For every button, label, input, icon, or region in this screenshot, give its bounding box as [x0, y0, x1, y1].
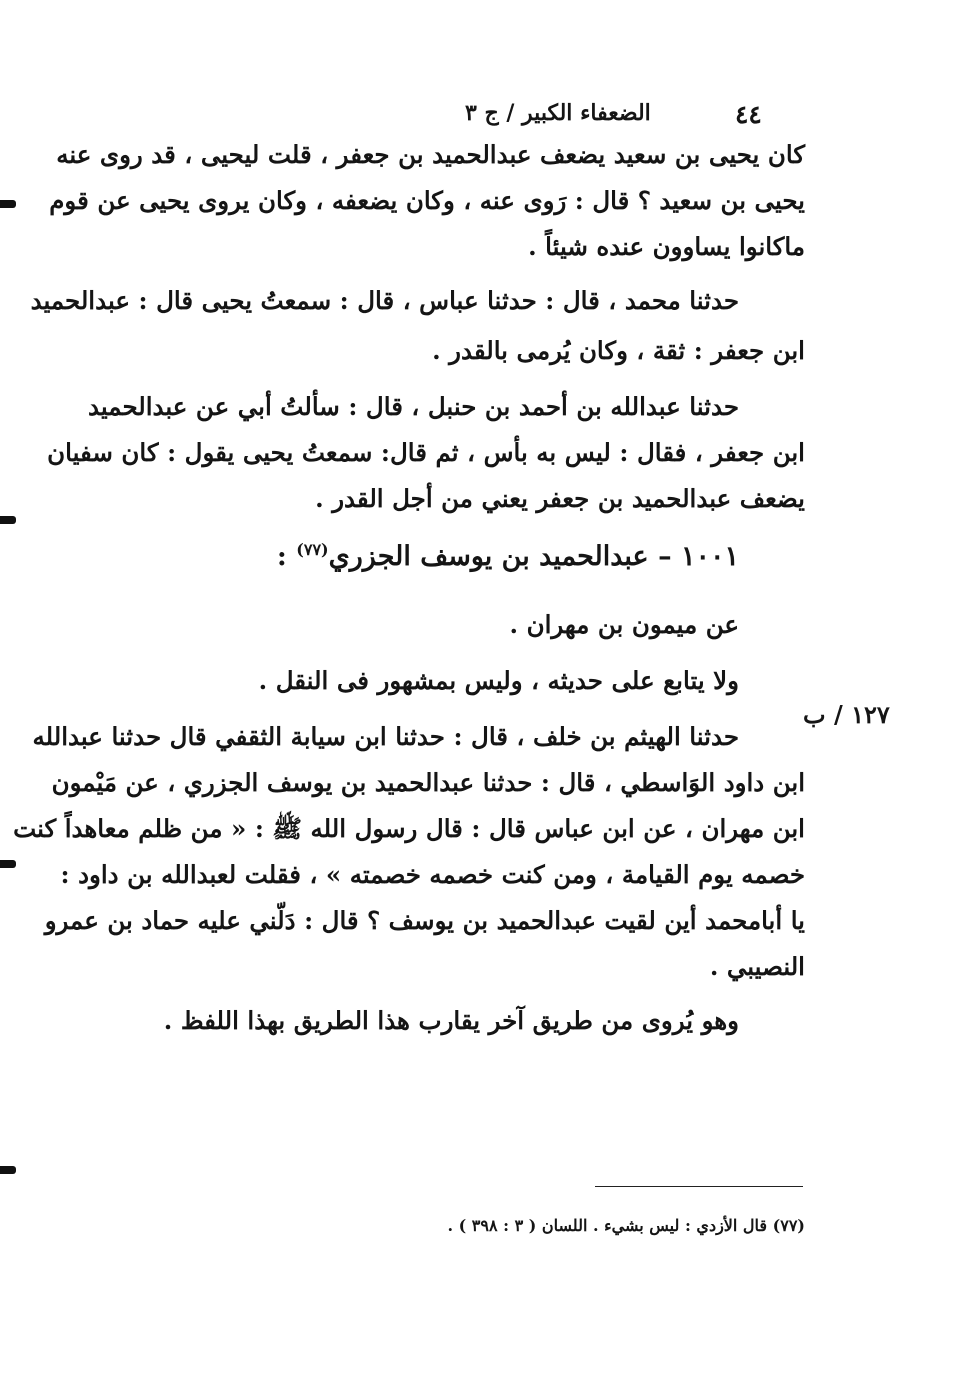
footnote-separator: [595, 1186, 803, 1187]
entry-dash: –: [658, 541, 672, 572]
text-line: ولا يتابع على حديثه ، وليس بمشهور فى النقل .: [258, 666, 739, 695]
footnote-number: (٧٧): [772, 1216, 805, 1235]
text-line: يحيى بن سعيد ؟ قال : رَوى عنه ، وكان يضعفه ، وكان يروى يحيى عن قوم: [49, 186, 805, 215]
text-line: ابن مهران ، عن ابن عباس قال : قال رسول الله ﷺ : « من ظلم معاهداً كنت: [13, 814, 805, 843]
binding-mark: [0, 516, 16, 524]
page-number: ٤٤: [735, 100, 762, 129]
text-line: حدثنا الهيثم بن خلف ، قال : حدثنا ابن سيابة الثقفي قال حدثنا عبدالله: [32, 722, 739, 751]
text-line: ماكانوا يساوون عنده شيئاً .: [528, 232, 805, 261]
text-line: ابن جعفر : ثقة ، وكان يُرمى بالقدر .: [432, 336, 805, 365]
manuscript-folio-note: ١٢٧ / ب: [803, 700, 890, 729]
binding-mark: [0, 200, 16, 208]
text-line: حدثنا محمد ، قال : حدثنا عباس ، قال : سمعتُ يحيى قال : عبدالحميد: [30, 286, 739, 315]
text-line: يا أبامحمد أين لقيت عبدالحميد بن يوسف ؟ قال : دَلّني عليه حماد بن عمرو: [44, 906, 805, 935]
binding-mark: [0, 860, 16, 868]
text-line: وهو يُروى من طريق آخر يقارب هذا الطريق بهذا اللفظ .: [163, 1006, 739, 1035]
text-line: ابن داود الوَاسطي ، قال : حدثنا عبدالحميد بن يوسف الجزري ، عن مَيْمون: [51, 768, 805, 797]
footnote-text: قال الأزدي : ليس بشيء . اللسان ( ٣ : ٣٩٨ ) .: [447, 1216, 768, 1235]
text-line: النصيبي .: [709, 952, 805, 981]
entry-heading: [277, 540, 739, 572]
text-line: كان يحيى بن سعيد يضعف عبدالحميد بن جعفر ، قلت ليحيى ، قد روى عنه: [56, 140, 805, 169]
entry-number: ١٠٠١: [680, 541, 739, 572]
text-line: حدثنا عبدالله بن أحمد بن حنبل ، قال : سألتُ أبي عن عبدالحميد: [88, 392, 739, 421]
footnote-reference: (٧٧): [296, 540, 329, 559]
text-line: خصمه يوم القيامة ، ومن كنت خصمه خصمته » ، فقلت لعبدالله بن داود :: [60, 860, 805, 889]
text-line: عن ميمون بن مهران .: [509, 610, 739, 639]
running-title: الضعفاء الكبير / ج ٣: [465, 100, 651, 126]
entry-name: عبدالحميد بن يوسف الجزري: [328, 541, 649, 572]
text-line: ابن جعفر ، فقال : ليس به بأس ، ثم قال: سمعتُ يحيى يقول : كان سفيان: [47, 438, 805, 467]
entry-colon: :: [276, 541, 287, 572]
text-line: يضعف عبدالحميد بن جعفر يعني من أجل القدر .: [315, 484, 805, 513]
binding-mark: [0, 1166, 16, 1174]
footnote: [447, 1216, 805, 1235]
page-header: [105, 96, 805, 136]
